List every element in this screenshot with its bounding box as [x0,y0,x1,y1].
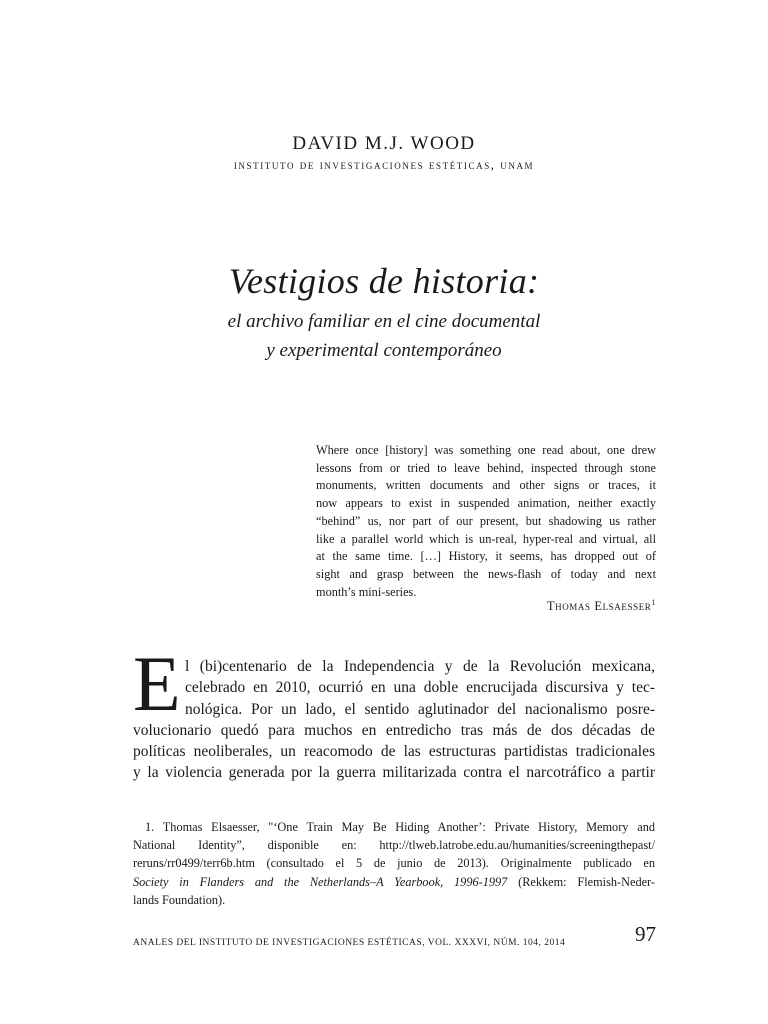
epigraph-quote [316,442,656,601]
epigraph-attribution [316,598,656,614]
article-subtitle-line-1: el archivo familiar en el cine documental [227,311,541,332]
article-subtitle-line-2: y experimental contemporáneo [266,340,502,361]
footnote-marker[interactable]: 1 [651,598,656,607]
drop-cap: E [133,640,181,727]
journal-footer: ANALES DEL INSTITUTO DE INVESTIGACIONES ESTÉTICAS, VOL. XXXVI, NÚM. 104, 2014 [133,938,566,948]
body-line: volucionario quedó para muchos en entredicho tras más de dos décadas de [133,721,655,739]
body-line: políticas neoliberales, un reacomodo de las estructuras partidistas tradicionales [133,743,655,761]
epigraph-line: monuments, written documents and other signs or traces, it [316,478,656,493]
epigraph-line: Where once [history] was something one read about, one drew [316,443,656,457]
footnote-source-publisher: (Rekkem: Flemish-Neder- [507,874,655,889]
body-line: y la violencia generada por la guerra militarizada contra el narcotráfico a partir [133,764,655,782]
footnote-line [133,873,655,891]
epigraph-line: at the same time. […] History, it seems, has dropped out of [316,549,656,564]
author-affiliation: instituto de investigaciones estéticas, unam [233,158,535,172]
epigraph-line: month’s mini-series. [316,584,417,599]
epigraph-line: sight and grasp between the news-flash of today and next [316,566,656,581]
epigraph-line: now appears to exist in suspended animation, neither exactly [316,496,656,511]
footnote [133,818,655,909]
footnote-line: National Identity”, disponible en: http://tlweb.latrobe.edu.au/humanities/screeningthepast/ [133,838,655,853]
epigraph-line: like a parallel world which is un-real, hyper-real and virtual, all [316,531,656,546]
body-line: l (bi)centenario de la Independencia y de la Revolución mexicana, [185,658,655,675]
page-number: 97 [635,922,656,946]
body-line: nológica. Por un lado, el sentido aglutinador del nacionalismo posre- [185,700,655,718]
epigraph-line: lessons from or tried to leave behind, inspected through stone [316,460,656,475]
footnote-source-title: Society in Flanders and the Netherlands–A Yearbook, 1996-1997 [133,874,508,889]
epigraph-author: Thomas Elsaesser [546,599,652,614]
footnote-line: lands Foundation). [133,892,226,907]
epigraph-line: “behind” us, nor part of our present, but shadowing us rather [316,513,656,528]
footnote-line: 1. Thomas Elsaesser, "‘One Train May Be Hiding Another’: Private History, Memory and [145,820,655,834]
footnote-line: reruns/rr0499/terr6b.htm (consultado el 5 de junio de 2013). Originalmente publicado en [133,856,655,871]
body-line: celebrado en 2010, ocurrió en una doble encrucijada discursiva y tec- [185,679,655,697]
article-title: Vestigios de historia: [228,261,540,301]
author-name: DAVID M.J. WOOD [292,133,476,154]
body-paragraph [133,656,655,784]
